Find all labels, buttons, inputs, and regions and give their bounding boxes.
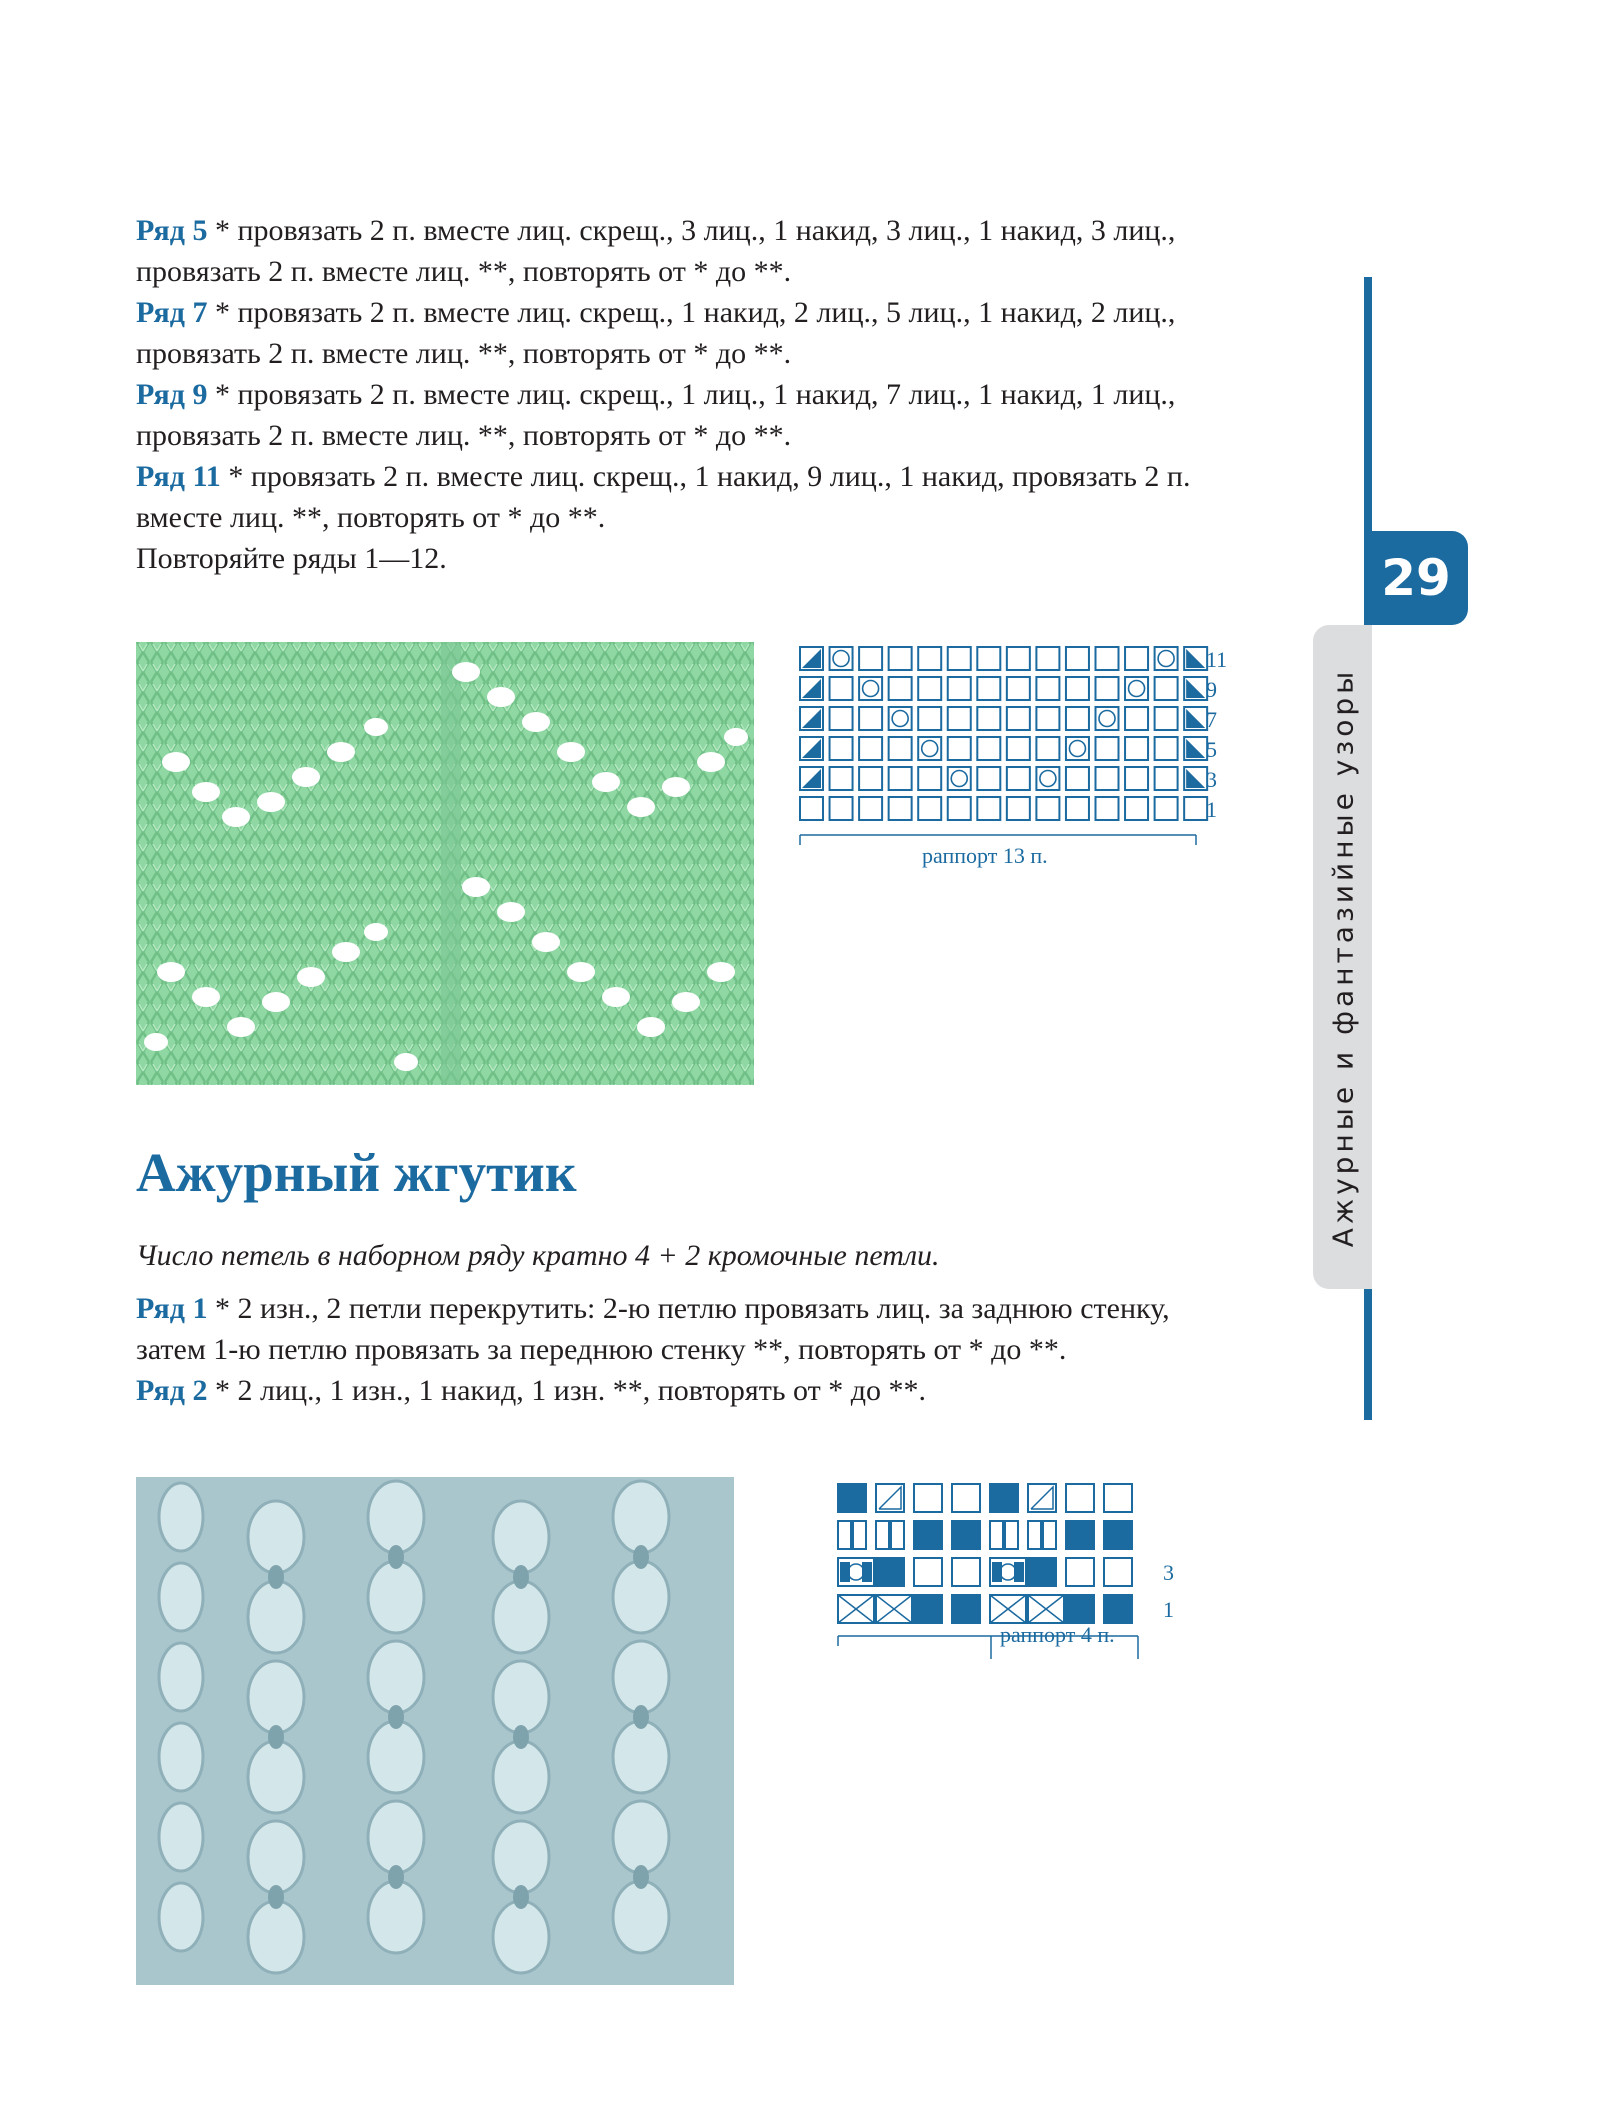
chart-cell bbox=[1036, 737, 1059, 760]
side-tab-label bbox=[1313, 625, 1372, 1289]
purl-symbol bbox=[1028, 1558, 1056, 1586]
row-label: Ряд 2 bbox=[136, 1374, 208, 1407]
chart-cell bbox=[1066, 767, 1089, 790]
repeat-note: Повторяйте ряды 1—12. bbox=[136, 542, 447, 575]
chart-cell bbox=[1028, 1521, 1041, 1549]
purl-symbol bbox=[1104, 1521, 1132, 1549]
row-number: 1 bbox=[1163, 1597, 1174, 1622]
row-label: Ряд 11 bbox=[136, 460, 221, 493]
chart-cell bbox=[948, 647, 971, 670]
row-2-instruction bbox=[136, 1370, 1226, 1411]
chart-cell bbox=[1036, 797, 1059, 820]
chart-cell bbox=[1066, 677, 1089, 700]
chart-cell bbox=[1125, 797, 1148, 820]
section-subtitle: Число петель в наборном ряду кратно 4 + 2 кромочные петли. bbox=[136, 1239, 940, 1272]
row-9-instruction bbox=[136, 374, 1226, 456]
chart-cell bbox=[918, 647, 941, 670]
purl-symbol bbox=[914, 1595, 942, 1623]
chart-cell bbox=[918, 707, 941, 730]
chart-cell bbox=[830, 767, 853, 790]
chart-cell bbox=[990, 1521, 1003, 1549]
row-number: 11 bbox=[1206, 647, 1228, 672]
row-text: * провязать 2 п. вместе лиц. скрещ., 1 накид, 2 лиц., 5 лиц., 1 накид, 2 лиц., провязать 2 п. вместе лиц. **, повторять от * до **. bbox=[136, 296, 1176, 370]
chart-cell bbox=[876, 1521, 889, 1549]
chart-2-repeat-label: раппорт 4 п. bbox=[1000, 1622, 1115, 1647]
chart-cell bbox=[977, 797, 1000, 820]
chart-cell bbox=[1036, 677, 1059, 700]
chart-cell bbox=[1096, 647, 1119, 670]
chart-cell bbox=[948, 737, 971, 760]
chart-cell bbox=[918, 677, 941, 700]
row-text: * 2 изн., 2 петли перекрутить: 2-ю петлю провязать лиц. за заднюю стенку, затем 1-ю петлю провязать за переднюю стенку **, повторять от * до **. bbox=[136, 1292, 1170, 1366]
purl-symbol bbox=[1066, 1521, 1094, 1549]
chart-cell bbox=[977, 737, 1000, 760]
chart-cell bbox=[918, 767, 941, 790]
purl-symbol bbox=[1014, 1562, 1024, 1582]
chart-cell bbox=[838, 1521, 851, 1549]
row-label: Ряд 5 bbox=[136, 214, 208, 247]
row-1-instruction bbox=[136, 1288, 1226, 1370]
chart-cell bbox=[1125, 707, 1148, 730]
purl-symbol bbox=[838, 1484, 866, 1512]
chart-2 bbox=[828, 1474, 1208, 1659]
chart-cell bbox=[859, 797, 882, 820]
chart-cell bbox=[1155, 707, 1178, 730]
bottom-instructions bbox=[136, 1288, 1226, 1411]
green-knit-photo bbox=[136, 642, 754, 1085]
chart-cell bbox=[1005, 1521, 1018, 1549]
side-tab-text: Ажурные и фантазийные узоры bbox=[1326, 667, 1359, 1247]
chart-cell bbox=[948, 677, 971, 700]
chart-cell bbox=[889, 737, 912, 760]
chart-cell bbox=[1155, 797, 1178, 820]
chart-cell bbox=[918, 797, 941, 820]
chart-cell bbox=[1066, 1558, 1094, 1586]
chart-cell bbox=[891, 1521, 904, 1549]
chart-cell bbox=[1007, 707, 1030, 730]
row-text: * провязать 2 п. вместе лиц. скрещ., 1 накид, 9 лиц., 1 накид, провязать 2 п. вместе лиц. **, повторять от * до **. bbox=[136, 460, 1191, 534]
row-label: Ряд 1 bbox=[136, 1292, 208, 1325]
row-number: 3 bbox=[1206, 767, 1217, 792]
chart-cell bbox=[830, 737, 853, 760]
chart-cell bbox=[1007, 647, 1030, 670]
chart-cell bbox=[952, 1558, 980, 1586]
row-11-instruction bbox=[136, 456, 1226, 538]
chart-cell bbox=[1096, 737, 1119, 760]
chart-cell bbox=[1066, 797, 1089, 820]
chart-cell bbox=[889, 767, 912, 790]
page-number: 29 bbox=[1364, 531, 1468, 625]
purl-symbol bbox=[952, 1521, 980, 1549]
chart-cell bbox=[977, 677, 1000, 700]
chart-cell bbox=[889, 677, 912, 700]
row-number: 5 bbox=[1206, 737, 1217, 762]
chart-cell bbox=[914, 1558, 942, 1586]
top-instructions bbox=[136, 210, 1226, 579]
chart-cell bbox=[853, 1521, 866, 1549]
chart-cell bbox=[1125, 647, 1148, 670]
chart-cell bbox=[1104, 1558, 1132, 1586]
purl-symbol bbox=[1066, 1595, 1094, 1623]
purl-symbol bbox=[952, 1595, 980, 1623]
purl-symbol bbox=[1104, 1595, 1132, 1623]
chart-cell bbox=[1066, 1484, 1094, 1512]
chart-cell bbox=[952, 1484, 980, 1512]
row-label: Ряд 7 bbox=[136, 296, 208, 329]
chart-cell bbox=[1155, 737, 1178, 760]
chart-cell bbox=[1096, 797, 1119, 820]
row-number: 3 bbox=[1163, 1560, 1174, 1585]
row-text: * провязать 2 п. вместе лиц. скрещ., 3 лиц., 1 накид, 3 лиц., 1 накид, 3 лиц., провязать 2 п. вместе лиц. **, повторять от * до **. bbox=[136, 214, 1176, 288]
chart-cell bbox=[1096, 767, 1119, 790]
row-number: 1 bbox=[1206, 797, 1217, 822]
chart-cell bbox=[948, 707, 971, 730]
chart-cell bbox=[1125, 737, 1148, 760]
chart-cell bbox=[859, 647, 882, 670]
chart-cell bbox=[948, 797, 971, 820]
purl-symbol bbox=[876, 1558, 904, 1586]
chart-cell bbox=[977, 767, 1000, 790]
purl-symbol bbox=[862, 1562, 872, 1582]
chart-cell bbox=[1066, 707, 1089, 730]
chart-cell bbox=[977, 647, 1000, 670]
chart-cell bbox=[1155, 767, 1178, 790]
row-label: Ряд 9 bbox=[136, 378, 208, 411]
chart-cell bbox=[859, 767, 882, 790]
row-number: 9 bbox=[1206, 677, 1217, 702]
chart-cell bbox=[1036, 647, 1059, 670]
chart-cell bbox=[1007, 737, 1030, 760]
blue-knit-photo bbox=[136, 1477, 734, 1985]
purl-symbol bbox=[990, 1484, 1018, 1512]
chart-cell bbox=[1096, 677, 1119, 700]
chart-cell bbox=[1104, 1484, 1132, 1512]
chart-1 bbox=[796, 643, 1236, 878]
chart-cell bbox=[889, 647, 912, 670]
chart-1-repeat-label: раппорт 13 п. bbox=[922, 843, 1048, 868]
chart-cell bbox=[830, 797, 853, 820]
chart-cell bbox=[1184, 797, 1207, 820]
row-text: * 2 лиц., 1 изн., 1 накид, 1 изн. **, повторять от * до **. bbox=[207, 1374, 926, 1407]
chart-cell bbox=[914, 1484, 942, 1512]
chart-cell bbox=[1125, 767, 1148, 790]
purl-symbol bbox=[914, 1521, 942, 1549]
section-title: Ажурный жгутик bbox=[136, 1142, 577, 1203]
chart-cell bbox=[977, 707, 1000, 730]
row-text: * провязать 2 п. вместе лиц. скрещ., 1 лиц., 1 накид, 7 лиц., 1 накид, 1 лиц., провязать 2 п. вместе лиц. **, повторять от * до **. bbox=[136, 378, 1176, 452]
row-5-instruction bbox=[136, 210, 1226, 292]
row-number: 7 bbox=[1206, 707, 1217, 732]
chart-cell bbox=[1066, 647, 1089, 670]
chart-cell bbox=[800, 797, 823, 820]
chart-cell bbox=[859, 707, 882, 730]
chart-cell bbox=[1043, 1521, 1056, 1549]
chart-cell bbox=[830, 707, 853, 730]
chart-cell bbox=[1007, 677, 1030, 700]
chart-cell bbox=[1036, 707, 1059, 730]
chart-cell bbox=[1155, 677, 1178, 700]
chart-cell bbox=[859, 737, 882, 760]
chart-cell bbox=[830, 677, 853, 700]
chart-cell bbox=[1007, 767, 1030, 790]
chart-cell bbox=[1007, 797, 1030, 820]
row-7-instruction bbox=[136, 292, 1226, 374]
chart-cell bbox=[889, 797, 912, 820]
